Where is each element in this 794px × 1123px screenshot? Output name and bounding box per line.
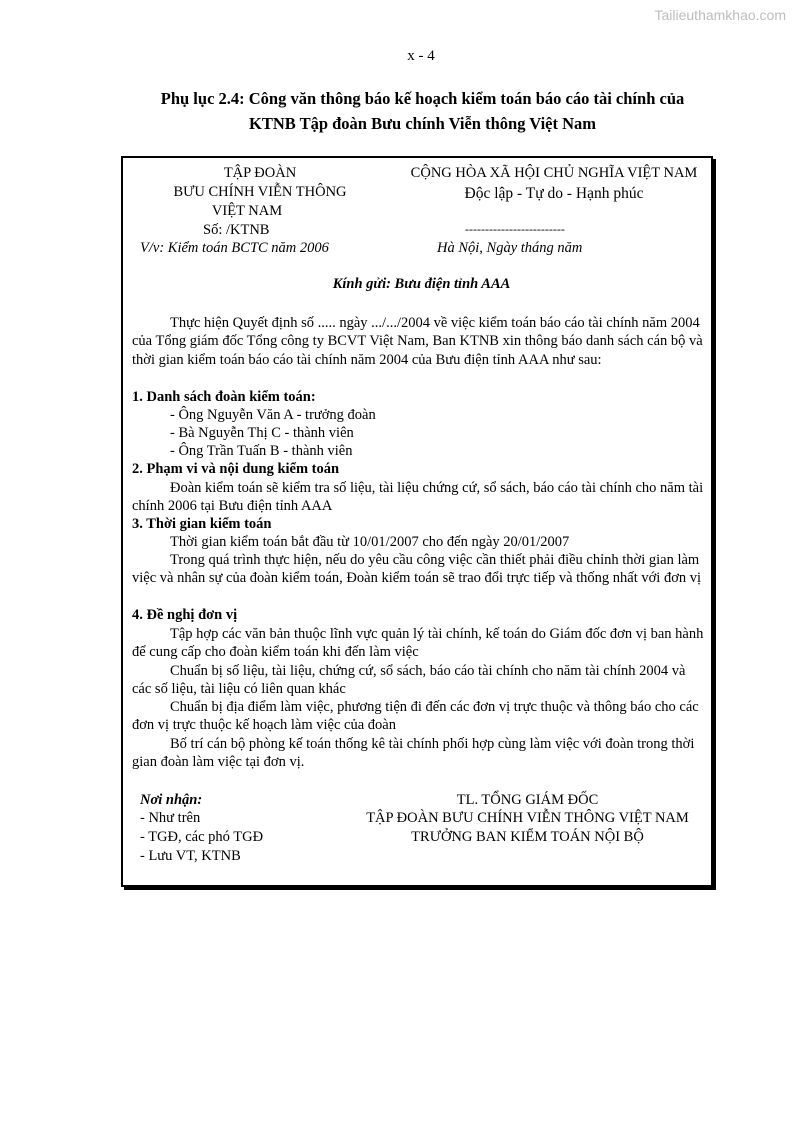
document-number: Số: /KTNB [203, 222, 270, 238]
recipient-line: Kính gửi: Bưu điện tỉnh AAA [332, 276, 511, 292]
recipients-item: - Như trên [140, 810, 201, 826]
section-4-item: Tập hợp các văn bản thuộc lĩnh vực quản lý tài chính, kế toán do Giám đốc đơn vị ban hành để cung cấp cho đoàn kiểm toán khi đến làm việc [132, 626, 704, 661]
page-number: x - 4 [407, 48, 435, 64]
section-3-heading: 3. Thời gian kiểm toán [132, 516, 272, 532]
audit-member: - Bà Nguyễn Thị C - thành viên [170, 425, 354, 441]
national-title: CỘNG HÒA XÃ HỘI CHỦ NGHĨA VIỆT NAM [410, 165, 698, 181]
section-4-item: Bố trí cán bộ phòng kế toán thống kê tài chính phối hợp cùng làm việc với đoàn trong thời gian đoàn làm việc tại đơn vị. [132, 736, 695, 771]
appendix-title [130, 86, 715, 136]
section-2-heading: 2. Phạm vi và nội dung kiểm toán [132, 461, 340, 477]
section-4-item: Chuẩn bị số liệu, tài liệu, chứng cứ, sổ sách, báo cáo tài chính cho năm tài chính 2004 và các số liệu, tài liệu có liên quan khác [132, 663, 686, 698]
section-4-heading: 4. Đề nghị đơn vị [132, 607, 238, 623]
appendix-title-line-1: Phụ lục 2.4: Công văn thông báo kế hoạch kiểm toán báo cáo tài chính của [160, 89, 685, 108]
audit-member: - Ông Trần Tuấn B - thành viên [170, 443, 353, 459]
document-date: Hà Nội, Ngày tháng năm [437, 240, 583, 256]
watermark: Tailieuthamkhao.com [654, 7, 786, 23]
section-2-text: Đoàn kiểm toán sẽ kiểm tra số liệu, tài liệu chứng cứ, sổ sách, báo cáo tài chính cho năm tài chính 2006 tại Bưu điện tỉnh AAA [132, 480, 704, 515]
document-subject: V/v: Kiểm toán BCTC năm 2006 [140, 240, 329, 256]
section-1-heading: 1. Danh sách đoàn kiểm toán: [132, 389, 316, 405]
national-motto: Độc lập - Tự do - Hạnh phúc [464, 185, 644, 202]
signature-title: TL. TỔNG GIÁM ĐỐC [456, 792, 599, 808]
section-4-item: Chuẩn bị địa điểm làm việc, phương tiện đi đến các đơn vị trực thuộc và thông báo cho các đơn vị trực thuộc kế hoạch làm việc của đoàn [132, 699, 699, 734]
header-divider: ------------------------- [465, 222, 565, 236]
org-name-line-1: TẬP ĐOÀN [223, 165, 297, 181]
audit-member: - Ông Nguyễn Văn A - trưởng đoàn [170, 407, 376, 423]
recipients-item: - TGĐ, các phó TGĐ [140, 829, 264, 845]
org-name-line-2: BƯU CHÍNH VIỄN THÔNG [173, 184, 347, 200]
recipients-label: Nơi nhận: [140, 792, 203, 808]
appendix-title-line-2: KTNB Tập đoàn Bưu chính Viễn thông Việt Nam [248, 114, 597, 133]
org-name-line-3: VIỆT NAM [211, 203, 283, 219]
recipients-item: - Lưu VT, KTNB [140, 848, 241, 864]
intro-paragraph: Thực hiện Quyết định số ..... ngày .../.../2004 về việc kiểm toán báo cáo tài chính năm 2004 của Tổng giám đốc Tổng công ty BCVT Việt Nam, Ban KTNB xin thông báo danh sách cán bộ và thời gian kiểm toán báo cáo tài chính năm 2004 của Bưu điện tỉnh AAA như sau: [132, 315, 703, 368]
section-3-text-2: Trong quá trình thực hiện, nếu do yêu cầu công việc cần thiết phải điều chỉnh thời gian làm việc và nhân sự của đoàn kiểm toán, Đoàn kiểm toán sẽ trao đổi trực tiếp và thống nhất với đơn vị [132, 552, 702, 587]
section-3-text-1: Thời gian kiểm toán bắt đầu từ 10/01/2007 cho đến ngày 20/01/2007 [170, 534, 570, 550]
signature-position: TRƯỞNG BAN KIỂM TOÁN NỘI BỘ [411, 829, 644, 845]
signature-organization: TẬP ĐOÀN BƯU CHÍNH VIỄN THÔNG VIỆT NAM [366, 810, 689, 826]
